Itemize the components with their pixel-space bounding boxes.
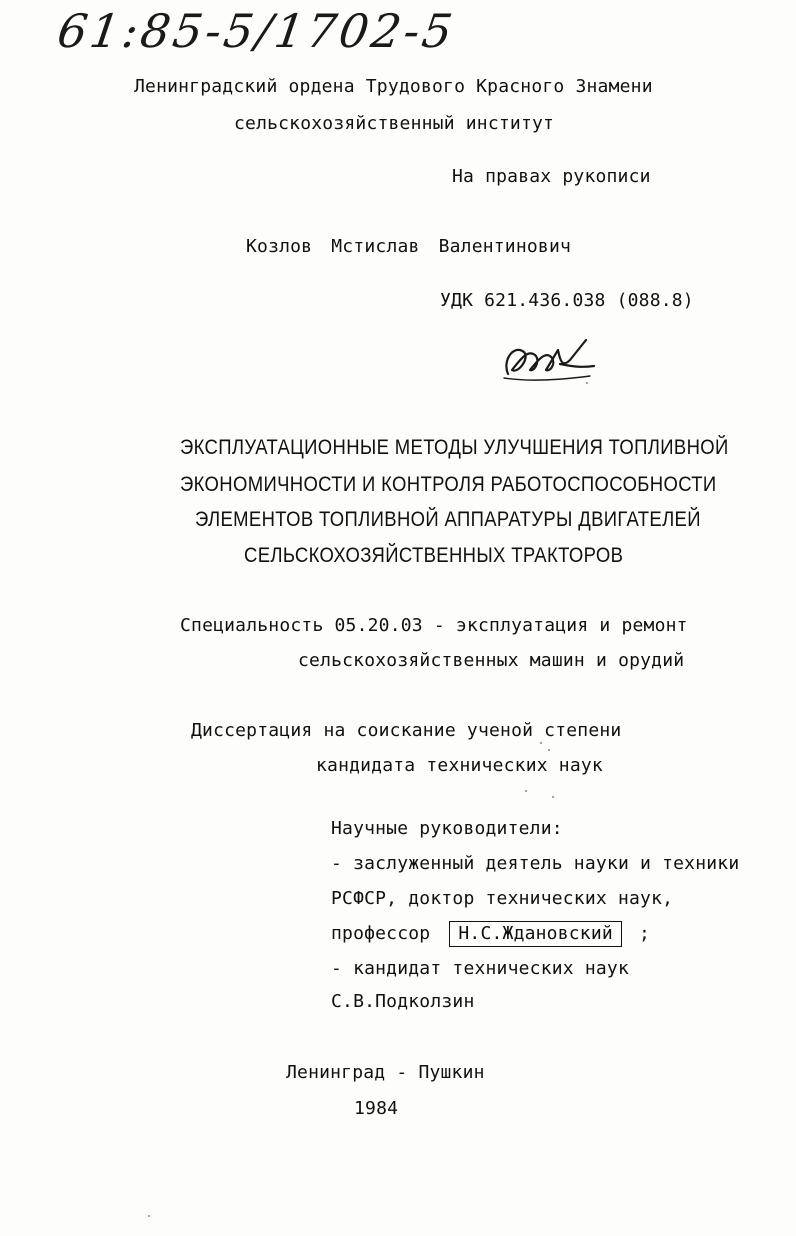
udc-code: УДК 621.436.038 (088.8) [440, 290, 694, 311]
specialty-line-2: сельскохозяйственных машин и орудий [298, 650, 685, 671]
supervisors-heading: Научные руководители: [331, 818, 563, 839]
supervisor-title: профессор [331, 923, 431, 944]
supervisor-name-boxed: Н.С.Ждановский [449, 921, 622, 947]
scan-speck [540, 742, 542, 744]
institution-line-1: Ленинградский ордена Трудового Красного Знамени [134, 76, 653, 97]
supervisor-line-3 [331, 921, 650, 947]
scan-speck [525, 790, 527, 792]
dissertation-line-2: кандидата технических наук [316, 755, 603, 776]
place: Ленинград - Пушкин [286, 1062, 485, 1083]
signature-icon [500, 330, 600, 386]
archive-number-handwritten: 61:85-5/1702-5 [54, 4, 459, 58]
dissertation-line-1: Диссертация на соискание ученой степени [191, 720, 622, 741]
year: 1984 [354, 1098, 399, 1119]
author-name: Козлов Мстислав Валентинович [246, 236, 572, 257]
specialty-line-1: Специальность 05.20.03 - эксплуатация и ремонт [180, 615, 688, 636]
supervisor-line-4: - кандидат технических наук [331, 958, 629, 979]
supervisor-line-2: РСФСР, доктор технических наук, [331, 888, 674, 909]
manuscript-note: На правах рукописи [452, 166, 651, 187]
institution-line-2: сельскохозяйственный институт [234, 113, 555, 134]
supervisor-line-5: С.В.Подколзин [331, 991, 475, 1012]
supervisor-separator: ; [638, 923, 651, 944]
scan-speck [586, 382, 588, 384]
scan-speck [552, 796, 554, 798]
title-line-1: ЭКСПЛУАТАЦИОННЫЕ МЕТОДЫ УЛУЧШЕНИЯ ТОПЛИВНОЙ [180, 436, 729, 459]
title-line-3: ЭЛЕМЕНТОВ ТОПЛИВНОЙ АППАРАТУРЫ ДВИГАТЕЛЕЙ [195, 508, 701, 531]
title-line-2: ЭКОНОМИЧНОСТИ И КОНТРОЛЯ РАБОТОСПОСОБНОСТИ [180, 473, 717, 496]
title-line-4: СЕЛЬСКОХОЗЯЙСТВЕННЫХ ТРАКТОРОВ [244, 544, 624, 567]
supervisor-line-1: - заслуженный деятель науки и техники [331, 853, 740, 874]
scan-speck [148, 1215, 150, 1217]
scan-speck [548, 749, 550, 751]
